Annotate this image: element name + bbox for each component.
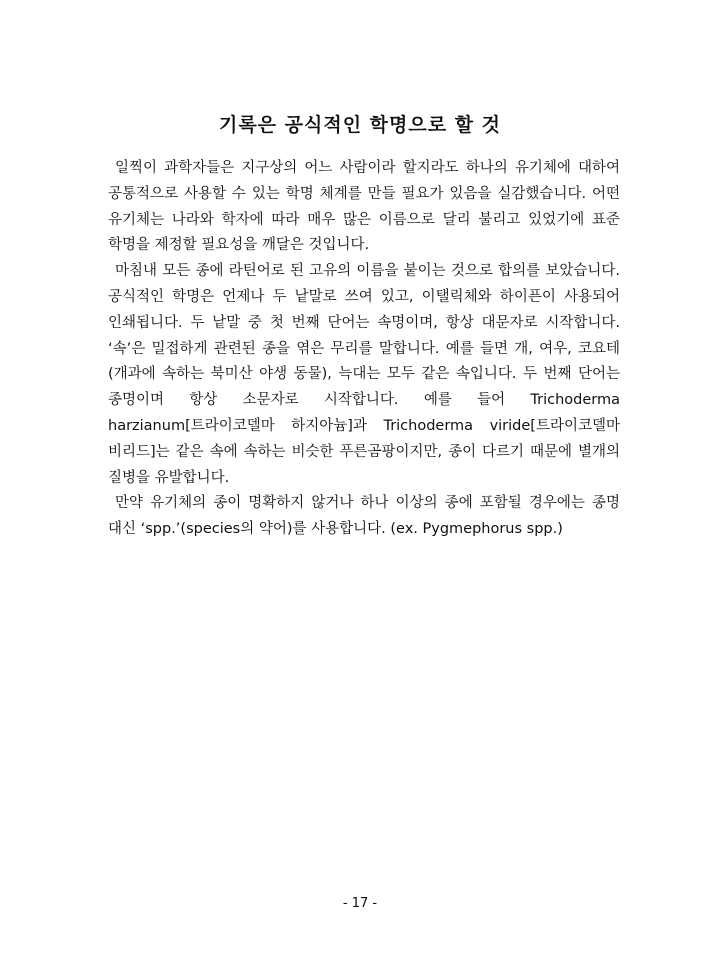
body-text (108, 156, 620, 543)
paragraph-1: 일찍이 과학자들은 지구상의 어느 사람이라 할지라도 하나의 유기체에 대하여 공통적으로 사용할 수 있는 학명 체계를 만들 필요가 있음을 실감했습니다. 어떤 유기체는 나라와 학자에 따라 매우 많은 이름으로 달리 불리고 있었기에 표준 학명을 제정할 필요성을 깨달은 것입니다. (108, 160, 620, 254)
page-number: - 17 - (342, 896, 378, 911)
paragraph-3: 만약 유기체의 종이 명확하지 않거나 하나 이상의 종에 포함될 경우에는 종명 대신 ‘spp.’(species의 약어)를 사용합니다. (ex. Pygmephorus spp.) (108, 495, 620, 538)
page-title: 기록은 공식적인 학명으로 할 것 (218, 114, 502, 136)
paragraph-2: 마침내 모든 종에 라틴어로 된 고유의 이름을 붙이는 것으로 합의를 보았습니다. 공식적인 학명은 언제나 두 낱말로 쓰여 있고, 이탤릭체와 하이픈이 사용되어 인쇄됩니다. 두 낱말 중 첫 번째 단어는 속명이며, 항상 대문자로 시작합니다. ‘속’은 밀접하게 관련된 종을 엮은 무리를 말합니다. 예를 들면 개, 여우, 코요테(개과에 속하는 북미산 야생 동물), 늑대는 모두 같은 속입니다. 두 번째 단어는 종명이며 항상 소문자로 시작합니다. 예를 들어 Trichoderma harzianum[트라이코델마 하지아늄]과 Trichoderma viride[트라이코델마 비리드]는 같은 속에 속하는 비슷한 푸른곰팡이지만, 종이 다르기 때문에 별개의 질병을 유발합니다. (108, 263, 620, 486)
